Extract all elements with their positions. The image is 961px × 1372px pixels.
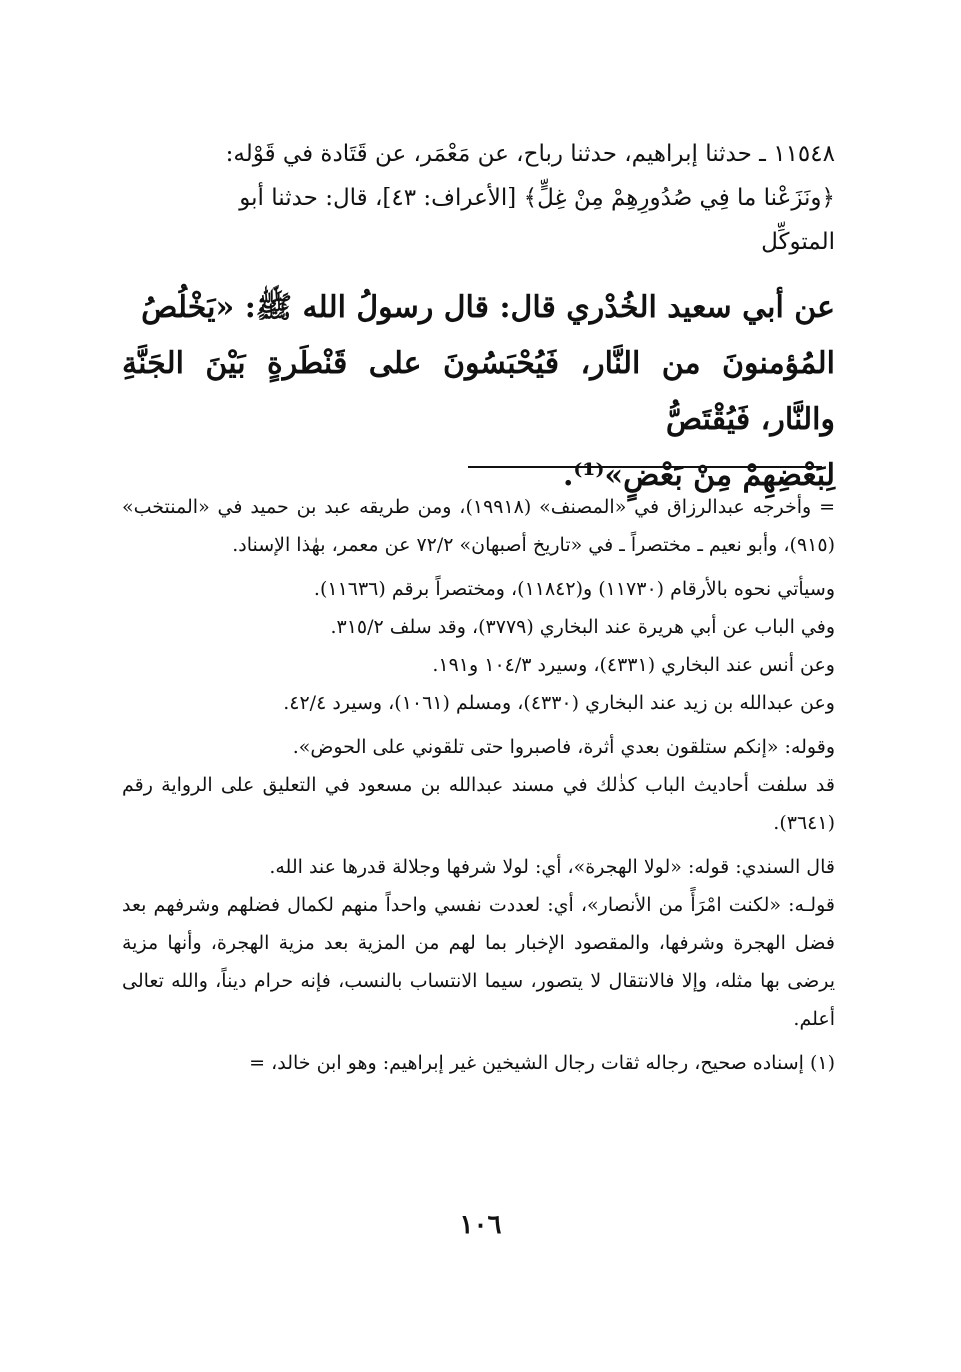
footnote-paragraph: وفي الباب عن أبي هريرة عند البخاري (٣٧٧٩)، وقد سلف ٣١٥/٢. bbox=[330, 616, 835, 638]
footnote-paragraph: قد سلفت أحاديث الباب كذٰلك في مسند عبدالله بن مسعود في التعليق على الرواية رقم (٣٦٤١). bbox=[122, 774, 835, 834]
footnote-paragraph: قال السندي: قوله: «لولا الهجرة»، أي: لولا شرفها وجلالة قدرها عند الله. bbox=[269, 856, 835, 878]
footnote-paragraph: وقوله: «إنكم ستلقون بعدي أثرة، فاصبروا حتى تلقوني على الحوض». bbox=[292, 736, 835, 758]
footnote-paragraph: وعن أنس عند البخاري (٤٣٣١)، وسيرد ١٠٤/٣ و١٩١. bbox=[432, 654, 835, 676]
hadith-line: ﴿ونَزَعْنا ما فِي صُدُورِهِمْ مِنْ غِلٍّ﴾ [الأعراف: ٤٣]، قال: حدثنا أبو bbox=[239, 185, 835, 211]
footnote-paragraph: = وأخرجه عبدالرزاق في «المصنف» (١٩٩١٨)، ومن طريقه عبد بن حميد في «المنتخب» (٩١٥)، وأبو نعيم ـ مختصراً ـ في «تاريخ أصبهان» ٧٢/٢ عن معمر، بهٰذا الإسناد. bbox=[122, 496, 835, 556]
footnote-divider bbox=[468, 466, 822, 468]
page-number: ١٠٦ bbox=[459, 1210, 502, 1240]
footnote-paragraph: قولـه: «لكنت امْرَأً من الأنصار»، أي: لعددت نفسي واحداً منهم لكمال فضلهم وشرفهم بعد فضل الهجرة وشرفها، والمقصود الإخبار بما لهم من المزية بعد مزية الهجرة، وأنها مزية يرضى بها مثله، وإلا فالانتقال لا يتصور، سيما الانتساب بالنسب، فإنه حرام ديناً، والله تعالى أعلم. bbox=[122, 894, 835, 1030]
matn-line: عن أبي سعيد الخُدْري قال: قال رسولُ الله ﷺ: «يَخْلُصُ bbox=[141, 290, 835, 325]
hadith-line: ١١٥٤٨ ـ حدثنا إبراهيم، حدثنا رباح، عن مَعْمَر، عن قَتَادة في قَوْله: bbox=[225, 141, 835, 167]
footnote-paragraph: وعن عبدالله بن زيد عند البخاري (٤٣٣٠)، ومسلم (١٠٦١)، وسيرد ٤٢/٤. bbox=[283, 692, 835, 714]
hadith-isnad bbox=[122, 132, 835, 264]
footnote-paragraph: (١) إسناده صحيح، رجاله ثقات رجال الشيخين غير إبراهيم: وهو ابن خالد، = bbox=[249, 1052, 835, 1074]
matn-line: المُؤمنونَ من النَّار، فَيُحْبَسُونَ على قَنْطَرةٍ بَيْنَ الجَنَّةِ والنَّار، فَيُقْتَصُّ bbox=[122, 346, 835, 437]
hadith-matn bbox=[122, 280, 835, 504]
matn-line: لِبَعْضِهِمْ مِنْ بَعْضٍ»⁽¹⁾. bbox=[562, 458, 835, 493]
footnotes bbox=[122, 488, 835, 1082]
footnote-paragraph: وسيأتي نحوه بالأرقام (١١٧٣٠) و(١١٨٤٢)، ومختصراً برقم (١١٦٣٦). bbox=[313, 578, 835, 600]
hadith-line: المتوكِّل bbox=[761, 229, 835, 255]
